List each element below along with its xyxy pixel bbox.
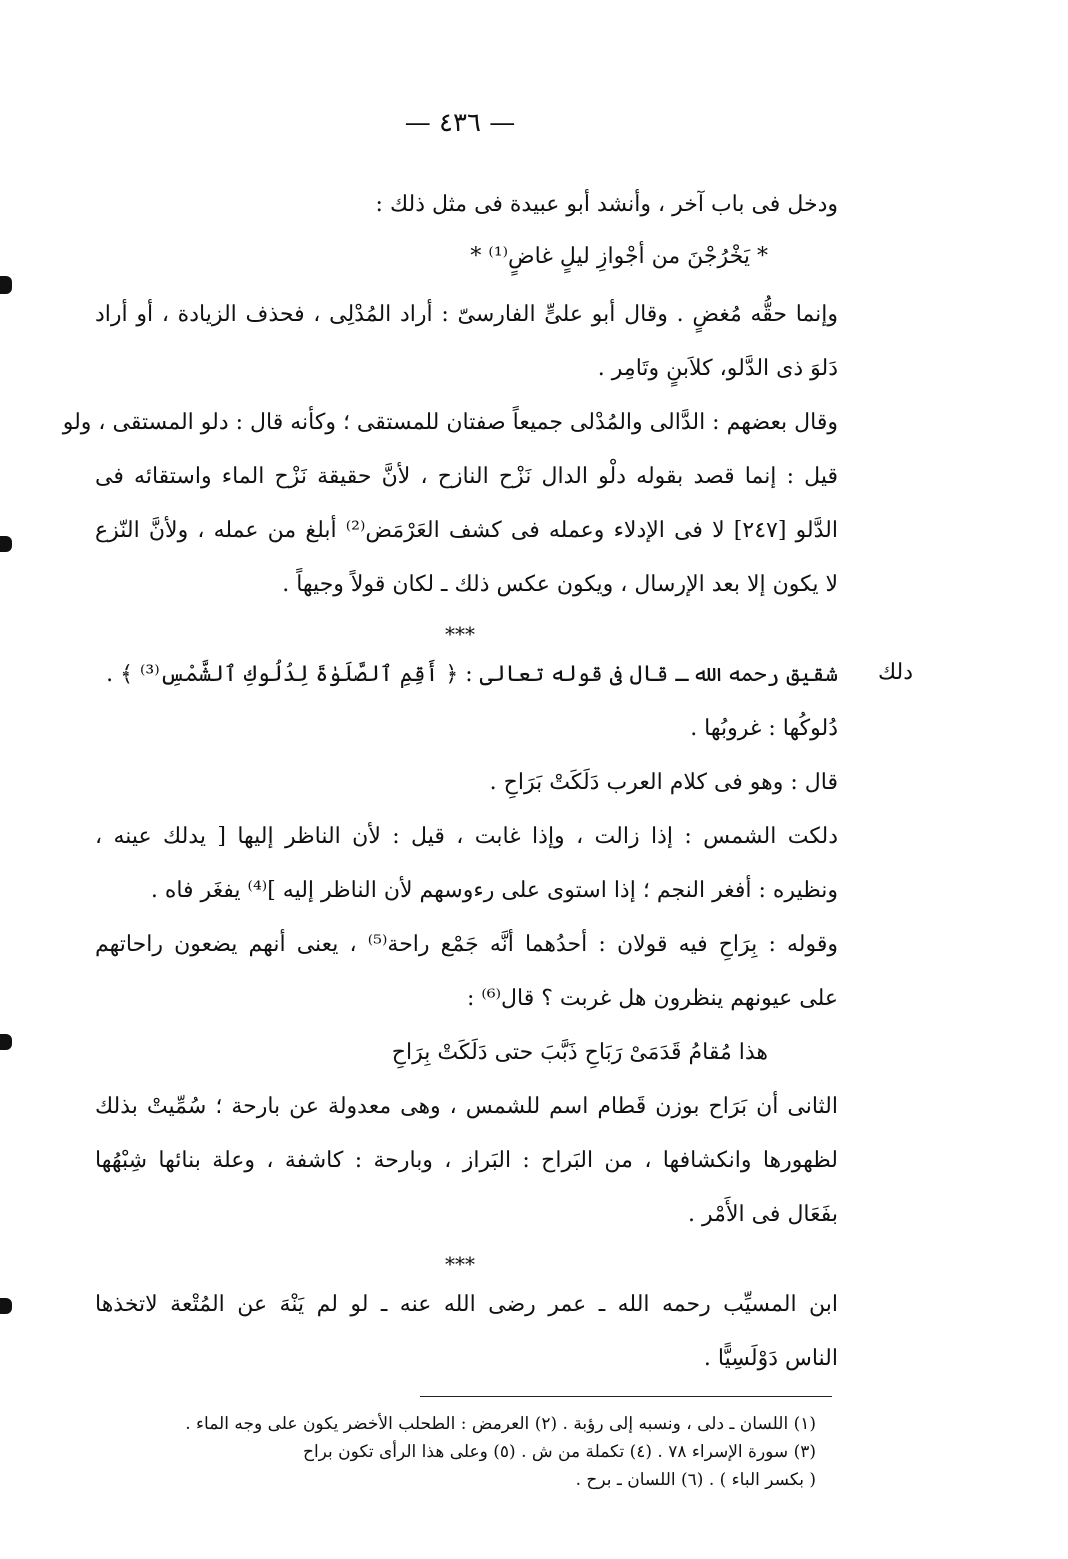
margin-note: دلك [878,660,914,685]
text-line: ونظيره : أفغر النجم ؛ إذا استوى على رءوسهم لأن الناظر إليه ]⁽⁴⁾ يفغَر فاه . [150,878,838,903]
text-line: بفَعَال فى الأَمْر . [688,1202,838,1227]
text-line: ودخل فى باب آخر ، وأنشد أبو عبيدة فى مثل ذلك : [375,192,838,217]
text-line: قال : وهو فى كلام العرب دَلَكَتْ بَرَاحِ . [489,770,838,795]
text-line: لا يكون إلا بعد الإرسال ، ويكون عكس ذلك ـ لكان قولاً وجيهاً . [282,572,838,597]
footnote-line: (٣) سورة الإسراء ٧٨ . (٤) تكملة من ش . (٥) وعلى هذا الرأى تكون براح [302,1442,816,1462]
text-line: الثانى أن بَرَاح بوزن قَطام اسم للشمس ، وهى معدولة عن بارحة ؛ سُمِّيتْ بذلك [95,1094,838,1119]
text-line: شقيق رحمه الله ـ قال فى قوله تعالى : ﴿ أَقِمِ ٱلصَّلَوٰةَ لِدُلُوكِ ٱلشَّمْسِ⁽³⁾ ﴾ . [106,662,838,687]
scan-edge-mark [0,276,12,294]
scan-edge-mark [0,1034,12,1050]
text-line: دُلوكُها : غروبُها . [690,716,838,741]
footnote-line: ( بكسر الباء ) . (٦) اللسان ـ برح . [575,1470,816,1490]
text-line: دَلوَ ذى الدَّلو، كلاَبنٍ وتَامِر . [597,356,838,381]
text-line: وإنما حقُّه مُغضٍ . وقال أبو علىٍّ الفارسىّ : أراد المُدْلِى ، فحذف الزيادة ، أو أراد [95,302,838,327]
text-line: لظهورها وانكشافها ، من البَراح : البَراز ، وبارحة : كاشفة ، وعلة بنائها شِبْهُها [95,1148,838,1173]
text-line: الدَّلو [٢٤٧] لا فى الإدلاء وعمله فى كشف العَرْمَض⁽²⁾ أبلغ من عمله ، ولأنَّ النّزع [95,518,838,543]
text-line: الناس دَوْلَسِيًّا . [703,1346,838,1371]
text-line: على عيونهم ينظرون هل غربت ؟ قال⁽⁶⁾ : [466,986,838,1011]
section-separator: *** [445,1252,475,1276]
text-line: وقوله : بِرَاحِ فيه قولان : أحدُهما أنَّه جَمْع راحة⁽⁵⁾ ، يعنى أنهم يضعون راحاتهم [95,932,838,957]
poem-line: هذا مُقامُ قَدَمَىْ رَبَاحِ ذَبَّبَ حتى دَلَكَتْ بِرَاحِ [391,1040,768,1065]
text-line: دلكت الشمس : إذا زالت ، وإذا غابت ، قيل : لأن الناظر إليها [ يدلك عينه ، [95,824,838,849]
verse-line: * يَخْرُجْنَ من أجْوازِ ليلٍ غاضٍ⁽¹⁾ * [470,244,768,269]
text-line: قيل : إنما قصد بقوله دلْو الدال نَزْح النازح ، لأنَّ حقيقة نَزْح الماء واستقائه فى [95,464,838,489]
page-number: — ٤٣٦ — [404,108,516,138]
section-separator: *** [445,622,475,646]
text-line: ابن المسيِّب رحمه الله ـ عمر رضى الله عنه ـ لو لم يَنْهَ عن المُتْعة لاتخذها [95,1292,839,1317]
scan-edge-mark [0,1298,12,1314]
footnote-rule [420,1396,832,1397]
text-line: وقال بعضهم : الدَّالى والمُدْلى جميعاً صفتان للمستقى ؛ وكأنه قال : دلو المستقى ، ولو [62,410,838,435]
footnote-line: (١) اللسان ـ دلى ، ونسبه إلى رؤبة . (٢) العرمض : الطحلب الأخضر يكون على وجه الماء . [185,1414,816,1434]
scan-edge-mark [0,536,12,552]
